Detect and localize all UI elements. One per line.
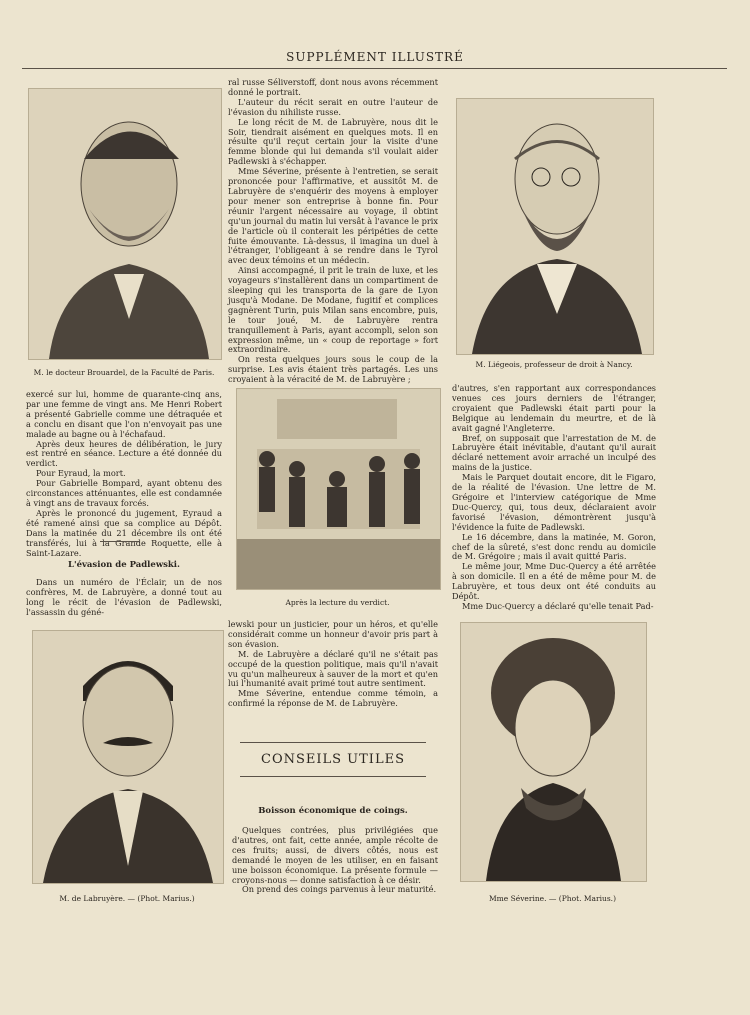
- paragraph: Le long récit de M. de Labruyère, nous dit le Soir, tiendrait aisément en quelques mots. Il en résulte qu'il reçut certain jour la visite d'une femme blonde qui lui demanda s'il voulait aider Padlewski à s'échapper.: [228, 116, 438, 167]
- paragraph: Ainsi accompagné, il prit le train de luxe, et les voyageurs s'installèrent dans un compartiment de sleeping qui les transporta de la gare de Lyon jusqu'à Modane. De Modane, fugitif et complices gagnèrent Turin, puis Milan sans encombre, puis, le tour joué, M. de Labruyère rentra tranquillement à Paris, ayant accompli, selon son expression même, un « coup de reportage » fort extraordinaire.: [228, 265, 438, 355]
- article-column-center-top: [228, 78, 438, 385]
- evasion-column: [26, 578, 222, 618]
- page-header: SUPPLÉMENT ILLUSTRÉ: [286, 50, 464, 64]
- paragraph: On resta quelques jours sous le coup de la surprise. Les avis étaient très partagés. Les uns croyaient à la véracité de M. de Labruyère ;: [228, 354, 438, 385]
- paragraph: Bref, on supposait que l'arrestation de M. de Labruyère était inévitable, d'autant qu'il aurait déclaré nettement avoir arraché un inculpé des mains de la justice.: [452, 432, 656, 473]
- article-column-right-mid: [452, 384, 656, 612]
- portrait-liegeois: [456, 98, 654, 355]
- paragraph: L'auteur du récit serait en outre l'auteur de l'évasion du nihiliste russe.: [228, 96, 438, 117]
- engraving-severine: [461, 623, 646, 881]
- engraving-brouardel: [29, 89, 221, 359]
- engraving-liegeois: [457, 99, 653, 354]
- section-divider: [100, 541, 140, 542]
- paragraph: On prend des coings parvenus à leur maturité.: [242, 884, 437, 895]
- conseils-title: CONSEILS UTILES: [261, 752, 405, 767]
- paragraph: ral russe Séliverstoff, dont nous avons récemment donné le portrait.: [228, 77, 438, 97]
- paragraph: Le 16 décembre, dans la matinée, M. Goron, chef de la sûreté, s'est donc rendu au domicile de M. Grégoire ; mais il avait quitté Paris.: [452, 531, 656, 562]
- caption-lecture: Après la lecture du verdict.: [285, 598, 390, 607]
- paragraph: Mme Séverine, entendue comme témoin, a confirmé la réponse de M. de Labruyère.: [228, 688, 438, 709]
- article-column-left-mid: [26, 390, 222, 558]
- engraving-courtroom: [237, 389, 440, 589]
- article-column-center-bottom: [228, 620, 438, 709]
- paragraph: Dans un numéro de l'Éclair, un de nos confrères, M. de Labruyère, a donné tout au long le récit de l'évasion de Padlewski, l'assassin du géné-: [26, 577, 222, 617]
- caption-labruyere: M. de Labruyère. — (Phot. Marius.): [59, 894, 195, 903]
- paragraph: Pour Gabrielle Bompard, ayant obtenu des circonstances atténuantes, elle est condamnée à vingt ans de travaux forcés.: [26, 478, 222, 508]
- engraving-labruyere: [33, 631, 223, 883]
- evasion-title: L'évasion de Padlewski.: [68, 560, 180, 570]
- paragraph: Mais le Parquet doutait encore, dit le Figaro, de la réalité de l'évasion. Une lettre de M. Grégoire et l'interview catégorique de Mme Duc-Quercy, qui, tous deux, déclaraient avoir favorisé l'évasion, démontrèrent jusqu'à l'évidence la fuite de Padlewski.: [452, 472, 656, 532]
- portrait-severine: [460, 622, 647, 882]
- conseils-subtitle: Boisson économique de coings.: [258, 806, 408, 816]
- paragraph: Pour Eyraud, la mort.: [36, 468, 126, 479]
- paragraph: Le même jour, Mme Duc-Quercy a été arrêtée à son domicile. Il en a été de même pour M. de Labruyère, et tous deux ont été conduits au Dépôt.: [452, 561, 656, 602]
- paragraph: d'autres, s'en rapportant aux correspondances venues ces jours derniers de l'étranger, croyaient que Padlewski était parti pour la Belgique au lendemain du meurtre, et de là avait gagné l'Angleterre.: [452, 383, 656, 433]
- conseils-column: [232, 826, 438, 895]
- conseils-rule-bottom: [240, 776, 426, 777]
- header-rule: [22, 68, 727, 69]
- portrait-labruyere: [32, 630, 224, 884]
- conseils-rule-top: [240, 742, 426, 743]
- paragraph: Après deux heures de délibération, le jury est rentré en séance. Lecture a été donnée du verdict.: [26, 438, 222, 469]
- caption-severine: Mme Séverine. — (Phot. Marius.): [489, 894, 616, 903]
- illustration-courtroom: [236, 388, 441, 590]
- paragraph: Mme Duc-Quercy a déclaré qu'elle tenait Pad-: [462, 600, 654, 611]
- paragraph: M. de Labruyère a déclaré qu'il ne s'était pas occupé de la question politique, mais qu'il n'avait vu qu'un malheureux à sauver de la mort et qu'en lui l'humanité avait primé tout autre sentiment.: [228, 648, 438, 689]
- paragraph: Mme Séverine, présente à l'entretien, se serait prononcée pour l'affirmative, et aussitôt M. de Labruyère de s'enquérir des moyens à employer pour mener son entreprise à bonne fin. Pour réunir l'argent nécessaire au voyage, il obtint qu'un journal du matin lui versât à l'avance le prix de l'article où il conterait les péripéties de cette fuite émouvante. Là-dessus, il imagina un duel à l'étranger, l'obligeant à se rendre dans le Tyrol avec deux témoins et un médecin.: [228, 166, 438, 266]
- portrait-brouardel: [28, 88, 222, 360]
- caption-liegeois: M. Liégeois, professeur de droit à Nancy.: [475, 360, 633, 369]
- paragraph: Quelques contrées, plus privilégiées que d'autres, ont fait, cette année, ample récolte de ces fruits; aussi, de divers côtés, nous est demandé le moyen de les utiliser, en en faisant une boisson économique. La présente formule — croyons-nous — donne satisfaction à ce désir.: [232, 825, 438, 885]
- paragraph: lewski pour un justicier, pour un héros, et qu'elle considérait comme un honneur d'avoir pris part à son évasion.: [228, 619, 438, 649]
- caption-brouardel: M. le docteur Brouardel, de la Faculté de Paris.: [33, 368, 215, 377]
- paragraph: Après le prononcé du jugement, Eyraud a été ramené ainsi que sa complice au Dépôt. Dans la matinée du 21 décembre ils ont été transférés, lui à la Grande Roquette, elle à Saint-Lazare.: [26, 507, 222, 558]
- paragraph: exercé sur lui, homme de quarante-cinq ans, par une femme de vingt ans. Me Henri Robert a présenté Gabrielle comme une détraquée et a conclu en disant que l'on n'envoyait pas une malade au bagne ou à l'échafaud.: [26, 389, 222, 439]
